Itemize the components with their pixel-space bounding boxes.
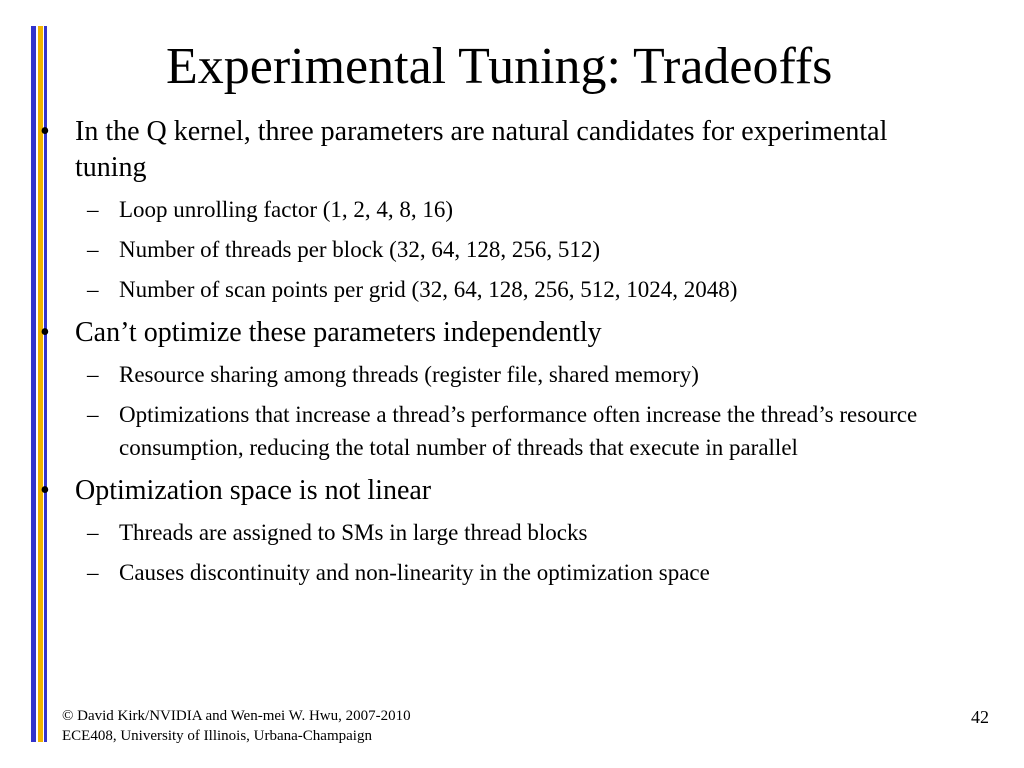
sub-marker: – (87, 362, 99, 387)
sub-text: Resource sharing among threads (register file, shared memory) (119, 362, 699, 387)
sub-list (40, 193, 960, 306)
slide-title: Experimental Tuning: Tradeoffs (166, 38, 833, 95)
sub-marker: – (87, 237, 99, 262)
bullet-marker: • (40, 475, 50, 506)
bullet-item (40, 315, 960, 351)
footer-course: ECE408, University of Illinois, Urbana-Champaign (62, 728, 372, 744)
footer-copyright: © David Kirk/NVIDIA and Wen-mei W. Hwu, 2007-2010 (62, 708, 411, 724)
page-number: 42 (971, 707, 989, 727)
sub-item (40, 358, 960, 391)
sub-text: Causes discontinuity and non-linearity in the optimization space (119, 560, 710, 585)
sub-marker: – (87, 560, 99, 585)
sub-item (40, 556, 960, 589)
sub-list (40, 358, 960, 464)
sub-marker: – (87, 197, 99, 222)
bullet-marker: • (40, 116, 50, 147)
sub-text: Optimizations that increase a thread’s performance often increase the thread’s resource consumption, reducing the total number of threads that execute in parallel (119, 402, 918, 460)
sub-item (40, 516, 960, 549)
sub-item (40, 233, 960, 266)
bullet-item (40, 114, 960, 186)
sub-text: Loop unrolling factor (1, 2, 4, 8, 16) (119, 197, 454, 222)
sub-text: Number of scan points per grid (32, 64, 128, 256, 512, 1024, 2048) (119, 277, 738, 302)
bullet-item (40, 473, 960, 509)
sub-item (40, 193, 960, 226)
sub-text: Threads are assigned to SMs in large thread blocks (119, 520, 588, 545)
bullet-marker: • (40, 317, 50, 348)
bullet-text: Optimization space is not linear (75, 475, 432, 506)
sub-list (40, 516, 960, 589)
sub-item (40, 273, 960, 306)
sub-marker: – (87, 402, 99, 427)
left-blue-bar (31, 26, 36, 742)
bullet-text: Can’t optimize these parameters independently (75, 317, 602, 348)
sub-marker: – (87, 277, 99, 302)
bullet-text: In the Q kernel, three parameters are natural candidates for experimental tuning (75, 116, 888, 183)
slide-content (40, 114, 960, 598)
sub-item (40, 398, 960, 464)
sub-text: Number of threads per block (32, 64, 128, 256, 512) (119, 237, 600, 262)
sub-marker: – (87, 520, 99, 545)
slide-footer (62, 706, 411, 746)
